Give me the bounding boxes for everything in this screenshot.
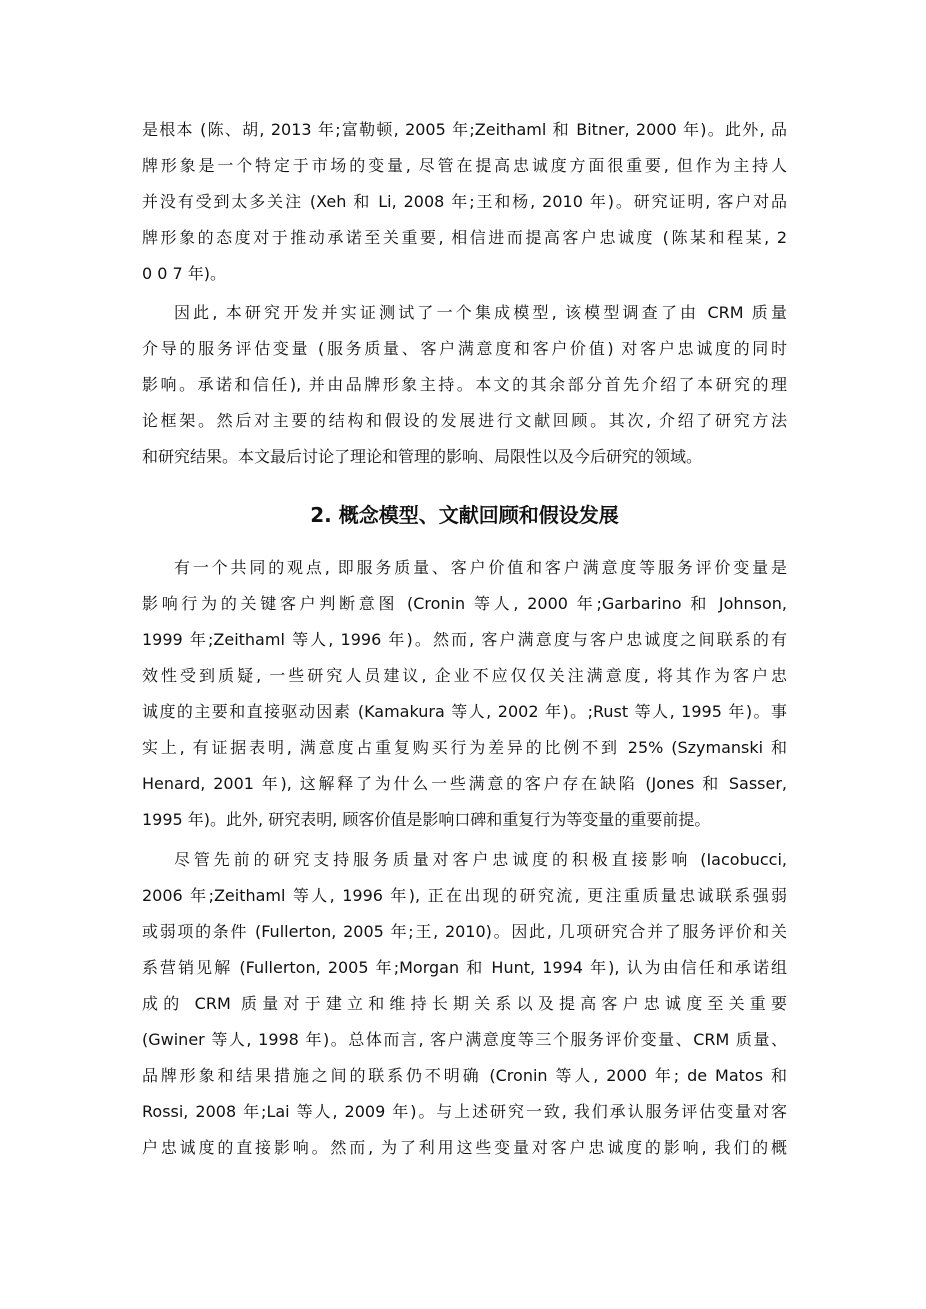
- text-line: 影响。承诺和信任), 并由品牌形象主持。本文的其余部分首先介绍了本研究的理: [142, 375, 787, 394]
- text-line: Henard, 2001 年), 这解释了为什么一些满意的客户存在缺陷 (Jones 和 Sasser,: [142, 774, 787, 793]
- text-line: 和研究结果。本文最后讨论了理论和管理的影响、局限性以及今后研究的领域。: [142, 447, 703, 466]
- text-line: 有一个共同的观点, 即服务质量、客户价值和客户满意度等服务评价变量是: [174, 558, 787, 577]
- text-line: 介导的服务评估变量 (服务质量、客户满意度和客户价值) 对客户忠诚度的同时: [142, 339, 787, 358]
- text-line: 诚度的主要和直接驱动因素 (Kamakura 等人, 2002 年)。;Rust 等人, 1995 年)。事: [142, 702, 787, 721]
- text-line: 是根本 (陈、胡, 2013 年;富勒顿, 2005 年;Zeithaml 和 Bitner, 2000 年)。此外, 品: [142, 120, 787, 139]
- text-line: 实上, 有证据表明, 满意度占重复购买行为差异的比例不到 25% (Szymanski 和: [142, 738, 787, 757]
- text-line: 成的 CRM 质量对于建立和维持长期关系以及提高客户忠诚度至关重要: [142, 994, 787, 1013]
- text-line: 系营销见解 (Fullerton, 2005 年;Morgan 和 Hunt, 1994 年), 认为由信任和承诺组: [142, 958, 787, 977]
- text-line: (Gwiner 等人, 1998 年)。总体而言, 客户满意度等三个服务评价变量、CRM 质量、: [142, 1030, 787, 1049]
- text-line: 或弱项的条件 (Fullerton, 2005 年;王, 2010)。因此, 几项研究合并了服务评价和关: [142, 922, 787, 941]
- text-line: 品牌形象和结果措施之间的联系仍不明确 (Cronin 等人, 2000 年; de Matos 和: [142, 1066, 787, 1085]
- text-line: 论框架。然后对主要的结构和假设的发展进行文献回顾。其次, 介绍了研究方法: [142, 411, 787, 430]
- text-line: 1999 年;Zeithaml 等人, 1996 年)。然而, 客户满意度与客户忠诚度之间联系的有: [142, 630, 787, 649]
- section-heading: 2. 概念模型、文献回顾和假设发展: [310, 503, 619, 527]
- text-line: Rossi, 2008 年;Lai 等人, 2009 年)。与上述研究一致, 我们承认服务评估变量对客: [142, 1102, 787, 1121]
- text-line: 并没有受到太多关注 (Xeh 和 Li, 2008 年;王和杨, 2010 年)。研究证明, 客户对品: [142, 192, 787, 211]
- text-line: 因此, 本研究开发并实证测试了一个集成模型, 该模型调查了由 CRM 质量: [174, 303, 787, 322]
- text-line: 0 0 7 年)。: [142, 264, 227, 283]
- text-line: 牌形象是一个特定于市场的变量, 尽管在提高忠诚度方面很重要, 但作为主持人: [142, 156, 787, 175]
- text-line: 牌形象的态度对于推动承诺至关重要, 相信进而提高客户忠诚度 (陈某和程某, 2: [142, 228, 787, 247]
- text-line: 户忠诚度的直接影响。然而, 为了利用这些变量对客户忠诚度的影响, 我们的概: [142, 1138, 787, 1157]
- text-line: 效性受到质疑, 一些研究人员建议, 企业不应仅仅关注满意度, 将其作为客户忠: [142, 666, 787, 685]
- text-line: 尽管先前的研究支持服务质量对客户忠诚度的积极直接影响 (Iacobucci,: [174, 850, 787, 869]
- text-line: 2006 年;Zeithaml 等人, 1996 年), 正在出现的研究流, 更注重质量忠诚联系强弱: [142, 886, 787, 905]
- text-line: 1995 年)。此外, 研究表明, 顾客价值是影响口碑和重复行为等变量的重要前提。: [142, 810, 711, 829]
- text-line: 影响行为的关键客户判断意图 (Cronin 等人, 2000 年;Garbarino 和 Johnson,: [142, 594, 787, 613]
